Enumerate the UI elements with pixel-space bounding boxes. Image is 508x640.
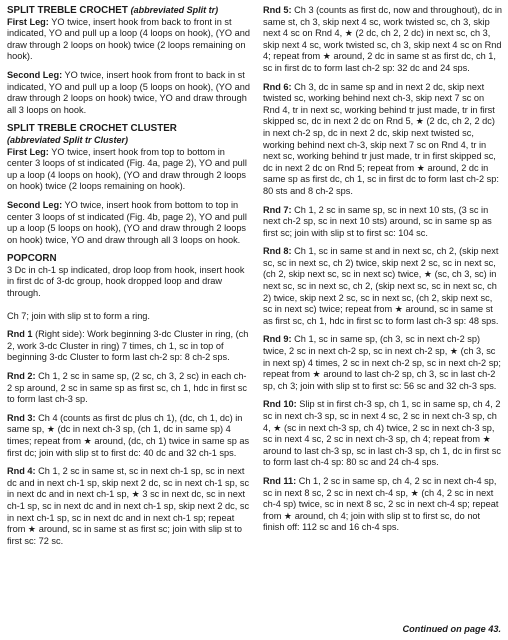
round-text: Slip st in first ch-3 sp, ch 1, sc in same sp, ch 4, 2 sc in next ch-3 sp, sc in next 4 sc, 2 sc in next ch-3 sp, ch 4, ★ (sc in next ch-3 sp, ch 4) twice, 2 sc in next ch-3 sp, sc in next 4 sc, 2 sc in next ch-3 sp, ch 4; repeat from ★ around to last ch-3 sp, sc in last ch-3 sp, ch 1, dc in first sc to form last ch-4 sp: 80 sc and 24 ch-4 sps. bbox=[263, 399, 501, 468]
round-label: Rnd 6: bbox=[263, 81, 292, 92]
first-leg-label: First Leg: bbox=[7, 16, 49, 27]
round-label: Rnd 4: bbox=[7, 466, 36, 477]
round-4 bbox=[7, 466, 251, 547]
cluster-first-leg-label: First Leg: bbox=[7, 146, 49, 157]
round-text: Ch 3 (counts as first dc, now and throughout), dc in same st, ch 3, skip next 4 sc, work twisted sc, ch 3, skip next 4 sc on Rnd 4, ★ (2 dc, ch 2, 2 dc) in next sc, ch 3, skip next 4 sc, work twisted sc, ch 3, skip next 4 sc on Rnd 4; repeat from ★ around, 2 dc in same st as first dc, ch 1, sc in first dc to form last ch-2 sp: 32 dc and 24 sps. bbox=[263, 5, 503, 73]
round-6 bbox=[263, 82, 503, 198]
round-9 bbox=[263, 334, 503, 392]
round-text: (Right side): Work beginning 3-dc Cluster in ring, (ch 2, work 3-dc Cluster in ring) 7 times, ch 1, sc in top of beginning 3-dc Cluster to form last ch-2 sp: 8 ch-2 sps. bbox=[7, 329, 249, 363]
split-treble-title: SPLIT TREBLE CROCHET bbox=[7, 5, 128, 16]
popcorn-heading: POPCORN bbox=[7, 253, 57, 265]
round-3 bbox=[7, 413, 251, 459]
cluster-second-leg-text: YO twice, insert hook from bottom to top in center 3 loops of st indicated (Fig. 4b, page 2), YO and pull up a loop (5 loops on hook), (YO and draw through 2 loops on hook) twice, YO and draw through all 3 loops on hook. bbox=[7, 199, 247, 245]
round-label: Rnd 5: bbox=[263, 5, 292, 15]
round-label: Rnd 3: bbox=[7, 412, 36, 423]
split-treble-first-leg bbox=[7, 17, 251, 63]
popcorn-text: 3 Dc in ch-1 sp indicated, drop loop from hook, insert hook in first dc of 3-dc group, hook dropped loop and draw through. bbox=[7, 264, 245, 299]
round-label: Rnd 7: bbox=[263, 204, 292, 215]
round-label: Rnd 8: bbox=[263, 246, 292, 257]
round-label: Rnd 11: bbox=[263, 475, 297, 486]
round-1 bbox=[7, 329, 251, 364]
cluster-heading: SPLIT TREBLE CROCHET CLUSTER bbox=[7, 123, 177, 135]
cluster-second-leg-label: Second Leg: bbox=[7, 199, 63, 210]
intro-text: Ch 7; join with slip st to form a ring. bbox=[7, 310, 150, 321]
round-2 bbox=[7, 371, 251, 406]
round-text: Ch 3, dc in same sp and in next 2 dc, skip next twisted sc, working behind next ch-3, skip next 7 sc on Rnd 4, tr in next sc, working behind tr just made, tr in first skipped sc, dc in next 2 dc on Rnd 5, ★ (2 dc, ch 2, 2 dc) in next ch-2 sp, dc in next 2 dc, skip next twisted sc, working behind next ch-3, skip next 7 sc on Rnd 4, tr in next sc, working behind tr just made, tr in first skipped sc, dc in next 2 dc on Rnd 5; repeat from ★ around, 2 dc in same sp as first dc, ch 1, sc in first dc to form last ch-2 sp: 80 sts and 8 ch-2 sps. bbox=[263, 81, 499, 196]
round-text: Ch 1, sc in same st and in next sc, ch 2, (skip next sc, sc in next sc, ch 2) twice, skip next 2 sc, sc in next sc, (ch 2, skip next sc, sc in next sc) twice, ★ (sc, ch 3, sc) in next sc, sc in next sc, ch 2, (skip next sc, sc in next sc, ch 2) twice, skip next 2 sc, sc in next sc, (ch 2, skip next sc, sc in next sc) twice; repeat from ★ around, sc in same st as first sc, ch 1, hdc in first sc to form last ch-3 sp: 48 sps. bbox=[263, 246, 499, 326]
round-text: Ch 4 (counts as first dc plus ch 1), (dc, ch 1, dc) in same sp, ★ (dc in next ch-3 sp, (ch 1, dc in same sp) 4 times; repeat from ★ around, (dc, ch 1) twice in same sp as first dc; join with slip st to first dc: 40 dc and 32 ch-1 sps. bbox=[7, 412, 250, 458]
left-column bbox=[7, 5, 251, 554]
second-leg-text: YO twice, insert hook from front to back in st indicated, YO and pull up a loop (5 loops on hook), (YO and draw through 2 loops on hook) twice, YO and draw through all 3 loops on hook. bbox=[7, 69, 250, 115]
continued-note: Continued on page 43. bbox=[402, 624, 501, 634]
round-text: Ch 1, 2 sc in same sp, (2 sc, ch 3, 2 sc) in each ch-2 sp around, 2 sc in same sp as first sc, ch 1, hdc in first sc to form last ch-3 sp. bbox=[7, 371, 247, 405]
round-text: Ch 1, 2 sc in same sp, sc in next 10 sts, (3 sc in next ch-2 sp, sc in next 10 sts) around, sc in same sp as first sc; join with slip st to first sc: 104 sc. bbox=[263, 204, 492, 238]
cluster-first-leg-text: YO twice, insert hook from top to bottom in center 3 loops of st indicated (Fig. 4a, page 2), YO and pull up a loop (4 loops on hook), (YO and draw through 2 loops on hook) twice (2 loops remaining on hook). bbox=[7, 146, 247, 192]
cluster-second-leg bbox=[7, 200, 251, 246]
first-leg-text: YO twice, insert hook from back to front in st indicated, YO and pull up a loop (4 loops on hook), (YO and draw through 2 loops on hook) twice (2 loops remaining on hook). bbox=[7, 16, 250, 62]
right-column bbox=[263, 5, 503, 541]
second-leg-label: Second Leg: bbox=[7, 69, 63, 80]
round-11 bbox=[263, 476, 503, 534]
round-label: Rnd 2: bbox=[7, 371, 36, 382]
split-treble-second-leg bbox=[7, 70, 251, 116]
round-label: Rnd 1 bbox=[7, 329, 33, 340]
split-treble-heading bbox=[7, 5, 251, 17]
cluster-first-leg bbox=[7, 147, 251, 193]
split-treble-abbr: (abbreviated Split tr) bbox=[130, 5, 219, 15]
round-10 bbox=[263, 399, 503, 469]
round-text: Ch 1, sc in same sp, (ch 3, sc in next ch-2 sp) twice, 2 sc in next ch-2 sp, sc in next ch-2 sp, ★ (ch 3, sc in next sp) 4 times, 2 sc in next ch-2 sp, sc in next ch-2 sp; repeat from ★ around to last ch-2 sp, ch 3, sc in last ch-2 sp, ch 3; join with slip st to first sc: 56 sc and 32 ch-3 sps. bbox=[263, 334, 501, 391]
round-5 bbox=[263, 5, 503, 75]
round-7 bbox=[263, 205, 503, 240]
round-label: Rnd 10: bbox=[263, 399, 297, 410]
round-text: Ch 1, 2 sc in same sp, ch 4, 2 sc in next ch-4 sp, sc in next 8 sc, 2 sc in next ch-4 sp, ★ (ch 4, 2 sc in next ch-4 sp) twice, sc in next 8 sc, 2 sc in next ch-4 sp; repeat from ★ around, ch 4; join with slip st to first sc, do not finish off: 112 sc and 16 ch-4 sps. bbox=[263, 475, 499, 533]
cluster-abbr: (abbreviated Split tr Cluster) bbox=[7, 134, 129, 145]
round-text: Ch 1, 2 sc in same st, sc in next ch-1 sp, sc in next dc and in next ch-1 sp, skip next 2 dc, sc in next ch-1 sp, sc in next dc and in next ch-1 sp, ★ 3 sc in next dc, sc in next ch-1 sp, sc in next dc and in next ch-1 sp, skip next 2 dc, sc in next ch-1 sp, sc in next dc and in next ch-1 sp; repeat from ★ around, sc in same st as first sc; join with slip st to first sc: 72 sc. bbox=[7, 466, 250, 546]
round-8 bbox=[263, 246, 503, 327]
round-label: Rnd 9: bbox=[263, 334, 292, 345]
